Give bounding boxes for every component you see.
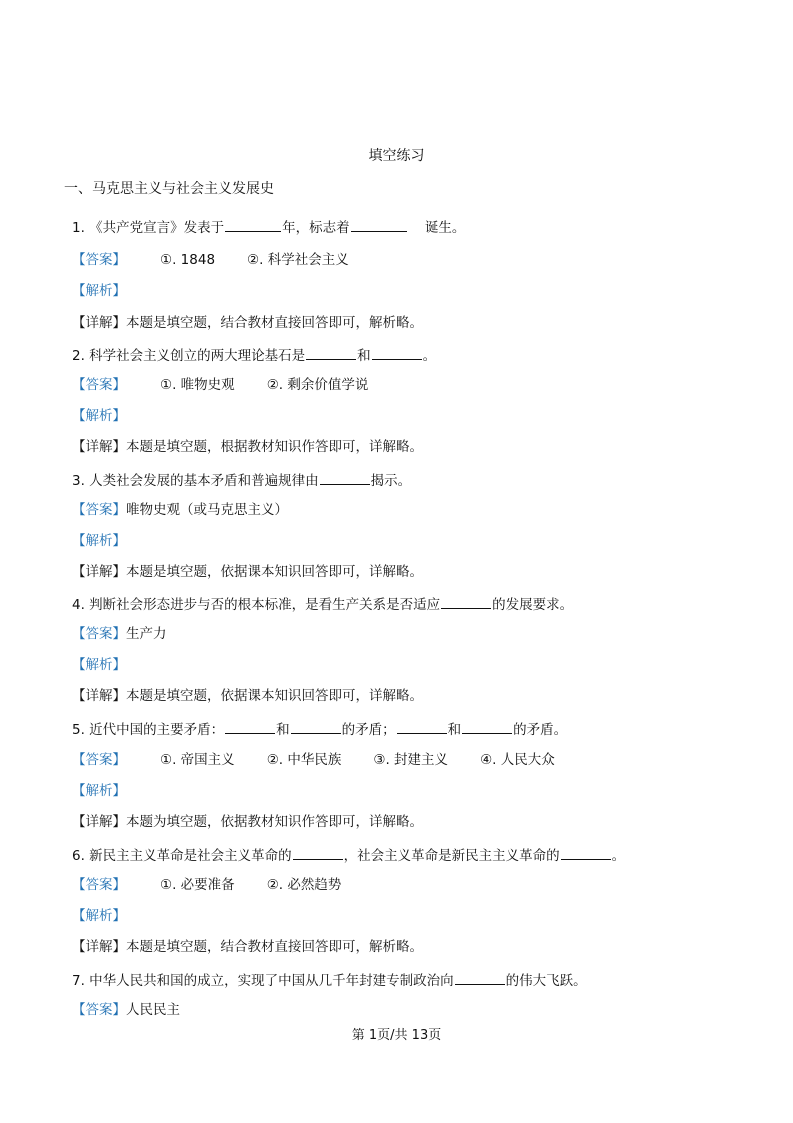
answer-6: 【答案】 ①. 必要准备 ②. 必然趋势 [72, 877, 342, 893]
detail-2: 【详解】本题是填空题，根据教材知识作答即可，详解略。 [72, 439, 423, 455]
answer-blank [225, 719, 275, 734]
answer-blank [291, 719, 341, 734]
answer-tag: 【答案】 [72, 377, 126, 393]
answer-blank [320, 470, 370, 485]
detail-tag: 【详解】 [72, 814, 126, 830]
detail-3: 【详解】本题是填空题，依据课本知识回答即可，详解略。 [72, 564, 423, 580]
answer-blank [351, 217, 407, 232]
answer-tag: 【答案】 [72, 1002, 126, 1018]
detail-tag: 【详解】 [72, 939, 126, 955]
answer-blank [441, 594, 491, 609]
answer-tag: 【答案】 [72, 626, 126, 642]
answer-blank [397, 719, 447, 734]
question-3: 3. 人类社会发展的基本矛盾和普遍规律由 揭示。 [72, 470, 411, 490]
answer-tag: 【答案】 [72, 502, 126, 518]
detail-tag: 【详解】 [72, 439, 126, 455]
answer-5: 【答案】 ①. 帝国主义 ②. 中华民族 ③. 封建主义 ④. 人民大众 [72, 752, 555, 768]
detail-tag: 【详解】 [72, 688, 126, 704]
analysis-1 [72, 282, 126, 300]
answer-tag: 【答案】 [72, 252, 126, 268]
question-7: 7. 中华人民共和国的成立，实现了中国从几千年封建专制政治向 的伟大飞跃。 [72, 970, 587, 990]
analysis-tag: 【解析】 [72, 908, 126, 924]
page-footer: 第 1页/共 13页 [351, 1028, 442, 1043]
question-5: 5. 近代中国的主要矛盾： 和 的矛盾； 和 的矛盾。 [72, 719, 567, 739]
question-1: 1. 《共产党宣言》发表于 年，标志着 诞生。 [72, 217, 465, 237]
question-2: 2. 科学社会主义创立的两大理论基石是 和 。 [72, 345, 436, 365]
analysis-4 [72, 656, 126, 674]
question-4: 4. 判断社会形态进步与否的根本标准，是看生产关系是否适应 的发展要求。 [72, 594, 573, 614]
analysis-tag: 【解析】 [72, 283, 126, 299]
section-heading: 一、马克思主义与社会主义发展史 [64, 181, 274, 197]
answer-7: 【答案】人民民主 [72, 1002, 180, 1018]
answer-blank [561, 845, 611, 860]
answer-3: 【答案】唯物史观（或马克思主义） [72, 502, 288, 518]
detail-4: 【详解】本题是填空题，依据课本知识回答即可，详解略。 [72, 688, 423, 704]
answer-blank [372, 345, 422, 360]
analysis-tag: 【解析】 [72, 657, 126, 673]
analysis-3 [72, 532, 126, 550]
answer-blank [306, 345, 356, 360]
analysis-5 [72, 782, 126, 800]
answer-2: 【答案】 ①. 唯物史观 ②. 剩余价值学说 [72, 377, 369, 393]
page-title: 填空练习 [368, 148, 425, 164]
analysis-2 [72, 407, 126, 425]
answer-1: 【答案】 ①. 1848 ②. 科学社会主义 [72, 252, 349, 268]
detail-tag: 【详解】 [72, 315, 126, 331]
answer-blank [225, 217, 281, 232]
answer-tag: 【答案】 [72, 877, 126, 893]
detail-5: 【详解】本题为填空题，依据教材知识作答即可，详解略。 [72, 814, 423, 830]
question-6: 6. 新民主主义革命是社会主义革命的 ，社会主义革命是新民主主义革命的 。 [72, 845, 625, 865]
answer-blank [455, 970, 505, 985]
analysis-tag: 【解析】 [72, 783, 126, 799]
analysis-tag: 【解析】 [72, 408, 126, 424]
analysis-tag: 【解析】 [72, 533, 126, 549]
answer-blank [293, 845, 343, 860]
detail-tag: 【详解】 [72, 564, 126, 580]
answer-tag: 【答案】 [72, 752, 126, 768]
detail-6: 【详解】本题是填空题，结合教材直接回答即可，解析略。 [72, 939, 423, 955]
analysis-6 [72, 907, 126, 925]
detail-1: 【详解】本题是填空题，结合教材直接回答即可，解析略。 [72, 315, 423, 331]
answer-4: 【答案】生产力 [72, 626, 167, 642]
answer-blank [462, 719, 512, 734]
